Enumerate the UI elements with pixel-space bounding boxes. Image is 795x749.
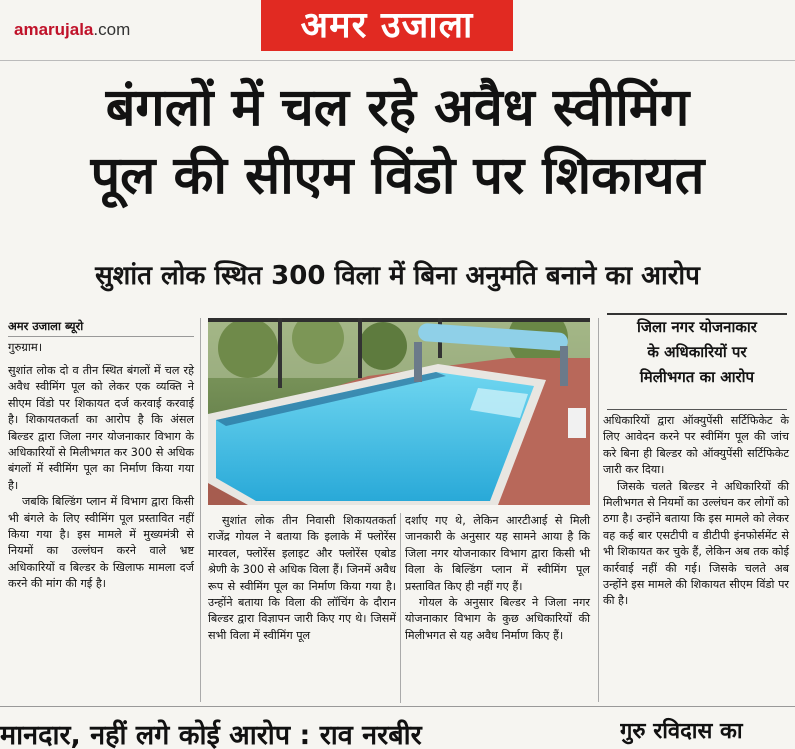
headline-line-1: बंगलों में चल रहे अवैध स्वीमिंग <box>105 78 690 138</box>
paragraph: सुशांत लोक तीन निवासी शिकायतकर्ता राजेंद्र गोयल ने बताया कि इलाके में फ्लोरेंस मारवल, फ्लोरेंस इलाइट और फ्लोरेंस एबोड श्रेणी के 300 से अधिक विला हैं। जिनमें अवैध रूप से स्वीमिंग पूल का निर्माण किया गया है। उन्होंने बताया कि विला की लॉचिंग के दौरान बिल्डर द्वारा विज्ञापन जारी किए गए थे। जिसमें सभी विला में स्वीमिंग पूल <box>208 514 396 642</box>
column-2 <box>208 513 396 644</box>
byline: अमर उजाला ब्यूरो <box>8 319 84 333</box>
sidebar-headline <box>607 313 787 410</box>
column-3 <box>405 513 590 644</box>
paragraph: सुशांत लोक दो व तीन स्थित बंगलों में चल रहे अवैध स्वीमिंग पूल को लेकर एक व्यक्ति ने सीएम विंडो पर शिकायत दर्ज करवाई करवाई है। शिकायतकर्ता का आरोप है कि अंसल बिल्डर द्वारा जिला नगर योजनाकार विभाग के अधिकारियों से मिलीभगत कर 300 से अधिक बंगलों में स्वीमिंग पूल का निर्माण किया गया है। <box>8 364 194 492</box>
sidebar-line-2: के अधिकारियों पर <box>647 343 747 361</box>
swimming-pool-photo <box>208 318 590 505</box>
byline-divider <box>8 336 194 337</box>
dateline: गुरुग्राम। <box>8 340 43 354</box>
next-article-headline-left: मानदार, नहीं लगे कोई आरोप : राव नरबीर <box>0 720 422 749</box>
column-4 <box>603 413 789 610</box>
paragraph: अधिकारियों द्वारा ऑक्युपेंसी सर्टिफिकेट के लिए आवेदन करने पर स्वीमिंग पूल की जांच करे बिना ही बिल्डर को ऑक्युपेंसी सर्टिफिकेट जारी कर दिया। <box>603 414 789 477</box>
headline-line-2: पूल की सीएम विंडो पर शिकायत <box>90 146 705 206</box>
column-divider <box>400 513 401 703</box>
headline <box>6 74 789 210</box>
subheadline: सुशांत लोक स्थित 300 विला में बिना अनुमति बनाने का आरोप <box>95 261 700 291</box>
column-1 <box>8 318 194 593</box>
column-divider <box>598 318 599 702</box>
paragraph: जिसके चलते बिल्डर ने अधिकारियों की मिलीभगत से नियमों का उल्लंघन कर लोगों को ठगा है। उन्होंने बताया कि इस मामले को लेकर वह कई बार एसटीपी व डीटीपी इंनफोर्समेंट से भी शिकायत कर चुके हैं, लेकिन अब तक कोई कार्रवाई नहीं की गई। जिसके चलते अब उन्होंने इस मामले की शिकायत सीएम विंडो पर की है। <box>603 479 789 608</box>
masthead: अमर उजाला <box>261 0 513 51</box>
bottom-divider <box>0 706 795 707</box>
column-divider <box>200 318 201 702</box>
sidebar-line-1: जिला नगर योजनाकार <box>637 318 757 336</box>
site-logo[interactable] <box>14 20 130 40</box>
header-divider <box>0 60 795 61</box>
paragraph: गोयल के अनुसार बिल्डर ने जिला नगर योजनाकार विभाग के कुछ अधिकारियों की मिलीभगत से यह अवैध निर्माण किए हैं। <box>405 596 590 642</box>
site-domain: .com <box>93 20 131 39</box>
sidebar-line-3: मिलीभगत का आरोप <box>639 368 755 386</box>
next-article-headline-right: गुरु रविदास का <box>620 719 743 744</box>
pool-image <box>208 318 590 505</box>
site-name: amarujala <box>14 20 94 39</box>
paragraph: दर्शाए गए थे, लेकिन आरटीआई से मिली जानकारी के अनुसार यह सामने आया है कि जिला नगर योजनाकार विभाग द्वारा किसी भी विला के बिल्डिंग प्लान में स्वीमिंग पूल प्रस्तावित किए ही नहीं गए हैं। <box>405 514 590 593</box>
paragraph: जबकि बिल्डिंग प्लान में विभाग द्वारा किसी भी बंगले के लिए स्वीमिंग पूल प्रस्तावित नहीं किया गया है। इस मामले में मुख्यमंत्री से नियमों का उल्लंघन करने वाले भ्रष्ट अधिकारियों व बिल्डर के खिलाफ मामला दर्ज करने की मांग की गई है। <box>8 495 194 591</box>
